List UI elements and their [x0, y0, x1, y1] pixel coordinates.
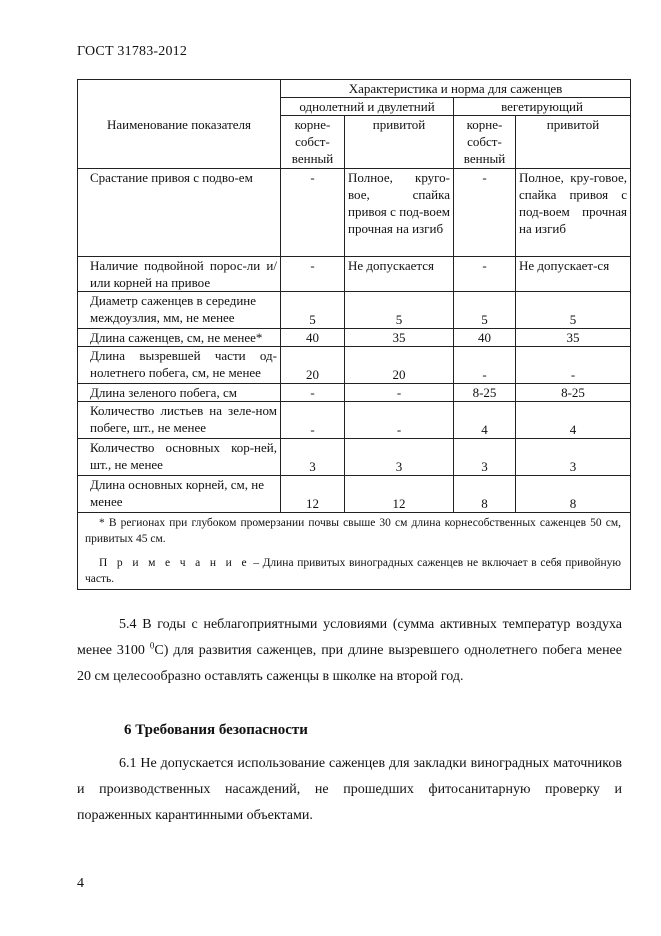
cell-value: -	[281, 384, 345, 402]
cell-value: 20	[281, 347, 345, 384]
section-6-title: 6 Требования безопасности	[124, 722, 308, 738]
cell-value: Полное, круго-вое, спайка привоя с под-воем прочная на изгиб	[345, 169, 454, 257]
cell-value: 4	[516, 402, 631, 439]
row-name: Количество листьев на зеле-ном побеге, шт., не менее	[78, 402, 281, 439]
row-name: Диаметр саженцев в середине междоузлия, мм, не менее	[78, 292, 281, 329]
cell-value: -	[281, 402, 345, 439]
cell-value: 20	[345, 347, 454, 384]
cell-value: -	[454, 347, 516, 384]
group-vegetating-header: вегетирующий	[454, 98, 631, 116]
characteristic-header: Характеристика и норма для саженцев	[281, 80, 631, 98]
param-header: Наименование показателя	[78, 80, 281, 169]
cell-value: 12	[281, 476, 345, 513]
table-row	[78, 439, 631, 476]
cell-value: -	[281, 169, 345, 257]
note-label: П р и м е ч а н и е	[99, 557, 250, 569]
requirements-table	[77, 79, 631, 590]
row-name: Наличие подвойной порос-ли и/или корней на привое	[78, 257, 281, 292]
subheader-grafted: привитой	[345, 116, 454, 169]
subheader-grafted: привитой	[516, 116, 631, 169]
group-one-two-year-header: однолетний и двулетний	[281, 98, 454, 116]
page-number: 4	[77, 876, 84, 891]
cell-value: 4	[454, 402, 516, 439]
cell-value: -	[345, 402, 454, 439]
cell-value: 5	[454, 292, 516, 329]
table-row	[78, 402, 631, 439]
cell-value: 5	[281, 292, 345, 329]
table-footnote: * В регионах при глубоком промерзании почвы свыше 30 см длина корнесобственных саженцев 50 см, привитых 45 см.	[85, 517, 622, 545]
paragraph-5-4-text: 5.4 В годы с неблагоприятными условиями (сумма активных температур воздуха менее 3100	[77, 617, 622, 658]
subheader-own-rooted: корне-собст-венный	[454, 116, 516, 169]
cell-value: 3	[281, 439, 345, 476]
cell-value: Полное, кру-говое, спайка привоя с под-воем прочная на изгиб	[516, 169, 631, 257]
cell-value: 12	[345, 476, 454, 513]
row-name: Длина вызревшей части од-нолетнего побега, см, не менее	[78, 347, 281, 384]
cell-value: 3	[345, 439, 454, 476]
table-footnote-row	[78, 513, 631, 590]
cell-value: -	[345, 384, 454, 402]
cell-value: 35	[345, 329, 454, 347]
table-row	[78, 476, 631, 513]
cell-value: 5	[345, 292, 454, 329]
degree-superscript: 0	[149, 640, 155, 651]
table-row	[78, 384, 631, 402]
cell-value: -	[454, 257, 516, 292]
cell-value: 40	[281, 329, 345, 347]
cell-value: 35	[516, 329, 631, 347]
paragraph-5-4	[77, 612, 622, 690]
note-text: – Длина привитых виноградных саженцев не включает в себя привойную часть.	[85, 557, 622, 585]
cell-value: Не допускает-ся	[516, 257, 631, 292]
cell-value: 8	[516, 476, 631, 513]
table-note	[81, 547, 627, 589]
document-header: ГОСТ 31783-2012	[77, 44, 188, 59]
table-row	[78, 347, 631, 384]
cell-value: -	[281, 257, 345, 292]
cell-value: -	[516, 347, 631, 384]
table-row	[78, 257, 631, 292]
table-row	[78, 292, 631, 329]
row-name: Срастание привоя с подво-ем	[78, 169, 281, 257]
row-name: Длина основных корней, см, не менее	[78, 476, 281, 513]
cell-value: 8	[454, 476, 516, 513]
cell-value: 5	[516, 292, 631, 329]
cell-value: Не допускается	[345, 257, 454, 292]
row-name: Количество основных кор-ней, шт., не менее	[78, 439, 281, 476]
cell-value: 3	[516, 439, 631, 476]
cell-value: 8-25	[454, 384, 516, 402]
row-name: Длина зеленого побега, см	[78, 384, 281, 402]
paragraph-5-4-text-cont: С) для развития саженцев, при длине вызревшего однолетнего побега менее 20 см целесообразно оставлять саженцы в школке на второй год.	[77, 643, 622, 684]
cell-value: 3	[454, 439, 516, 476]
cell-value: 40	[454, 329, 516, 347]
subheader-own-rooted: корне-собст-венный	[281, 116, 345, 169]
cell-value: -	[454, 169, 516, 257]
row-name: Длина саженцев, см, не менее*	[78, 329, 281, 347]
table-row	[78, 329, 631, 347]
cell-value: 8-25	[516, 384, 631, 402]
paragraph-6-1: 6.1 Не допускается использование саженцев для закладки виноградных маточников и производственных насаждений, не прошедших фитосанитарную проверку и пораженных карантинными объектами.	[77, 756, 622, 823]
table-row	[78, 169, 631, 257]
